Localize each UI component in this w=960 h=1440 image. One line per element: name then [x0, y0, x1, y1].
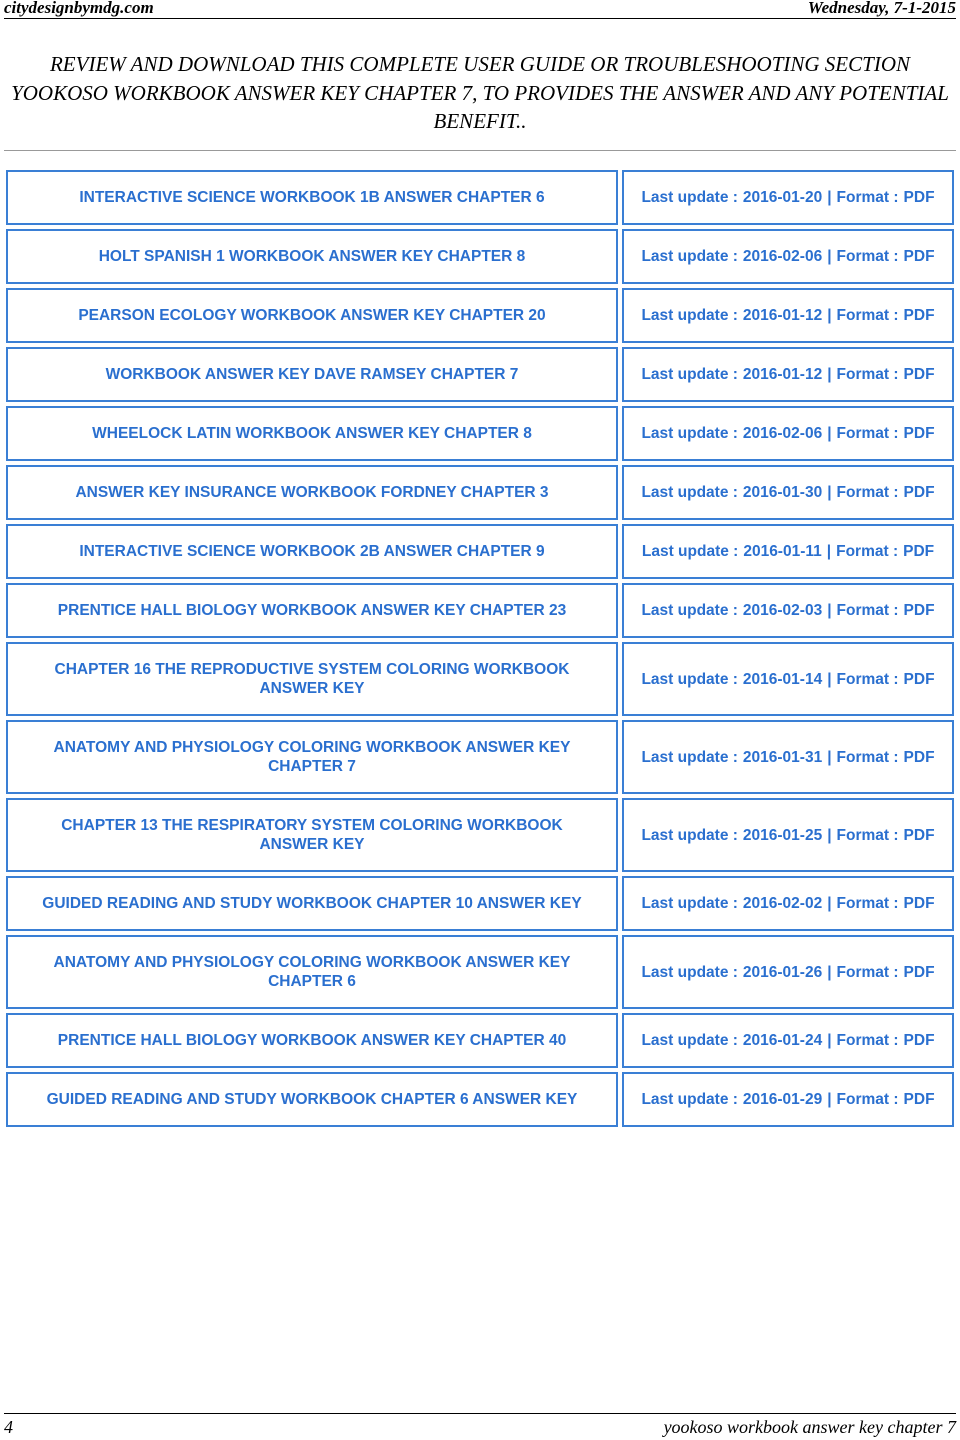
page-header [4, 0, 956, 18]
format-value: PDF [903, 1032, 935, 1049]
document-title-cell [6, 406, 618, 461]
format-label: Format : [836, 307, 899, 324]
last-update-date: 2016-01-24 [742, 1032, 823, 1049]
document-title-link[interactable]: INTERACTIVE SCIENCE WORKBOOK 2B ANSWER CHAPTER 9 [79, 543, 545, 560]
last-update-label: Last update : [641, 366, 738, 383]
document-meta-cell [622, 524, 954, 579]
format-label: Format : [836, 248, 899, 265]
document-meta-cell [622, 1013, 954, 1068]
format-label: Format : [836, 963, 899, 981]
format-label: Format : [836, 670, 899, 688]
document-title-cell [6, 583, 618, 638]
format-label: Format : [836, 602, 899, 619]
last-update-date: 2016-02-03 [742, 602, 823, 619]
meta-separator: | [827, 670, 832, 688]
last-update-date: 2016-01-12 [742, 366, 823, 383]
last-update-label: Last update : [641, 963, 738, 981]
document-title-cell [6, 1072, 618, 1127]
meta-separator: | [827, 1032, 832, 1049]
document-title-link[interactable]: CHAPTER 16 THE REPRODUCTIVE SYSTEM COLORING WORKBOOK ANSWER KEY [54, 661, 570, 697]
meta-separator: | [827, 895, 832, 912]
document-title-cell [6, 170, 618, 225]
meta-separator: | [827, 826, 832, 844]
document-meta-cell [622, 583, 954, 638]
meta-separator: | [827, 189, 832, 206]
document-meta-cell [622, 1072, 954, 1127]
document-meta-cell [622, 798, 954, 872]
format-value: PDF [903, 248, 935, 265]
document-title-cell [6, 642, 618, 716]
last-update-date: 2016-01-31 [742, 748, 823, 766]
table-row [6, 1072, 954, 1127]
format-label: Format : [836, 1091, 899, 1108]
document-title-link[interactable]: WHEELOCK LATIN WORKBOOK ANSWER KEY CHAPTER 8 [92, 425, 532, 442]
document-title-link[interactable]: GUIDED READING AND STUDY WORKBOOK CHAPTER 10 ANSWER KEY [42, 895, 582, 912]
document-title-cell [6, 465, 618, 520]
document-meta-cell [622, 406, 954, 461]
last-update-date: 2016-02-06 [742, 248, 823, 265]
format-label: Format : [836, 1032, 899, 1049]
format-label: Format : [836, 425, 899, 442]
document-title-cell [6, 524, 618, 579]
document-title-cell [6, 347, 618, 402]
document-meta-cell [622, 876, 954, 931]
format-value: PDF [903, 748, 935, 766]
intro-line-2: YOOKOSO WORKBOOK ANSWER KEY CHAPTER 7, TO PROVIDES THE ANSWER AND ANY POTENTIAL [11, 80, 949, 105]
document-title-link[interactable]: ANATOMY AND PHYSIOLOGY COLORING WORKBOOK ANSWER KEY CHAPTER 6 [53, 954, 571, 990]
site-name: citydesignbymdg.com [4, 0, 154, 17]
document-title-link[interactable]: ANSWER KEY INSURANCE WORKBOOK FORDNEY CHAPTER 3 [75, 484, 549, 501]
footer-divider [4, 1413, 956, 1414]
format-label: Format : [836, 895, 899, 912]
meta-separator: | [827, 366, 832, 383]
intro-text [0, 50, 960, 136]
document-meta-cell [622, 465, 954, 520]
document-meta-cell [622, 642, 954, 716]
document-list [6, 170, 954, 1131]
format-value: PDF [903, 670, 935, 688]
format-value: PDF [903, 895, 935, 912]
document-title-link[interactable]: GUIDED READING AND STUDY WORKBOOK CHAPTER 6 ANSWER KEY [46, 1091, 578, 1108]
last-update-label: Last update : [641, 670, 738, 688]
document-meta-cell [622, 935, 954, 1009]
last-update-date: 2016-02-06 [742, 425, 823, 442]
last-update-label: Last update : [641, 1091, 738, 1108]
last-update-date: 2016-01-29 [742, 1091, 823, 1108]
last-update-date: 2016-01-26 [742, 963, 823, 981]
format-value: PDF [903, 484, 935, 501]
document-meta-cell [622, 288, 954, 343]
document-title-cell [6, 935, 618, 1009]
last-update-date: 2016-01-14 [742, 670, 823, 688]
document-title-link[interactable]: PRENTICE HALL BIOLOGY WORKBOOK ANSWER KEY CHAPTER 23 [57, 602, 567, 619]
table-row [6, 876, 954, 931]
table-row [6, 1013, 954, 1068]
meta-separator: | [826, 543, 832, 560]
meta-separator: | [827, 1091, 832, 1108]
document-title-cell [6, 229, 618, 284]
last-update-label: Last update : [641, 602, 738, 619]
format-value: PDF [903, 543, 935, 560]
format-label: Format : [836, 748, 899, 766]
last-update-label: Last update : [641, 1032, 738, 1049]
document-title-link[interactable]: INTERACTIVE SCIENCE WORKBOOK 1B ANSWER CHAPTER 6 [79, 189, 545, 206]
format-label: Format : [836, 826, 899, 844]
format-label: Format : [836, 366, 899, 383]
last-update-label: Last update : [641, 425, 738, 442]
table-row [6, 583, 954, 638]
document-meta-cell [622, 170, 954, 225]
format-value: PDF [903, 307, 935, 324]
last-update-label: Last update : [641, 748, 738, 766]
format-value: PDF [903, 189, 935, 206]
document-title-link[interactable]: HOLT SPANISH 1 WORKBOOK ANSWER KEY CHAPTER 8 [98, 248, 526, 265]
last-update-label: Last update : [641, 307, 738, 324]
table-row [6, 935, 954, 1009]
format-value: PDF [903, 602, 935, 619]
meta-separator: | [827, 748, 832, 766]
header-date: Wednesday, 7-1-2015 [807, 0, 956, 17]
document-title-link[interactable]: WORKBOOK ANSWER KEY DAVE RAMSEY CHAPTER 7 [105, 366, 519, 383]
last-update-label: Last update : [641, 895, 738, 912]
format-label: Format : [836, 189, 899, 206]
format-value: PDF [903, 1091, 935, 1108]
document-meta-cell [622, 347, 954, 402]
document-title-cell [6, 876, 618, 931]
last-update-label: Last update : [641, 826, 738, 844]
table-row [6, 229, 954, 284]
page-number: 4 [4, 1417, 13, 1437]
header-divider [4, 18, 956, 19]
last-update-date: 2016-02-02 [742, 895, 823, 912]
last-update-label: Last update : [641, 543, 739, 560]
meta-separator: | [827, 425, 832, 442]
table-row [6, 406, 954, 461]
table-row [6, 347, 954, 402]
meta-separator: | [827, 484, 832, 501]
format-value: PDF [903, 826, 935, 844]
document-title-cell [6, 1013, 618, 1068]
meta-separator: | [827, 602, 832, 619]
meta-separator: | [827, 307, 832, 324]
table-row [6, 720, 954, 794]
document-meta-cell [622, 229, 954, 284]
table-row [6, 465, 954, 520]
last-update-date: 2016-01-30 [742, 484, 823, 501]
table-row [6, 288, 954, 343]
last-update-date: 2016-01-12 [742, 307, 823, 324]
meta-separator: | [827, 248, 832, 265]
document-title-cell [6, 288, 618, 343]
meta-separator: | [827, 963, 832, 981]
table-row [6, 170, 954, 225]
document-title-cell [6, 720, 618, 794]
intro-line-1: REVIEW AND DOWNLOAD THIS COMPLETE USER GUIDE OR TROUBLESHOOTING SECTION [49, 52, 910, 76]
document-meta-cell [622, 720, 954, 794]
document-title-cell [6, 798, 618, 872]
last-update-date: 2016-01-11 [743, 543, 822, 560]
last-update-label: Last update : [641, 484, 738, 501]
intro-divider [4, 150, 956, 151]
table-row [6, 642, 954, 716]
format-value: PDF [903, 366, 935, 383]
last-update-label: Last update : [641, 189, 738, 206]
format-label: Format : [836, 543, 899, 560]
format-label: Format : [836, 484, 899, 501]
last-update-label: Last update : [641, 248, 738, 265]
table-row [6, 798, 954, 872]
last-update-date: 2016-01-20 [742, 189, 823, 206]
document-title-link[interactable]: PEARSON ECOLOGY WORKBOOK ANSWER KEY CHAPTER 20 [78, 307, 546, 324]
format-value: PDF [903, 425, 935, 442]
last-update-date: 2016-01-25 [742, 826, 823, 844]
document-title-link[interactable]: PRENTICE HALL BIOLOGY WORKBOOK ANSWER KEY CHAPTER 40 [57, 1032, 567, 1049]
intro-line-3: BENEFIT.. [433, 109, 527, 133]
format-value: PDF [903, 963, 935, 981]
table-row [6, 524, 954, 579]
document-title-link[interactable]: ANATOMY AND PHYSIOLOGY COLORING WORKBOOK ANSWER KEY CHAPTER 7 [53, 739, 571, 775]
footer-title: yookoso workbook answer key chapter 7 [663, 1417, 956, 1437]
document-title-link[interactable]: CHAPTER 13 THE RESPIRATORY SYSTEM COLORING WORKBOOK ANSWER KEY [61, 817, 563, 853]
